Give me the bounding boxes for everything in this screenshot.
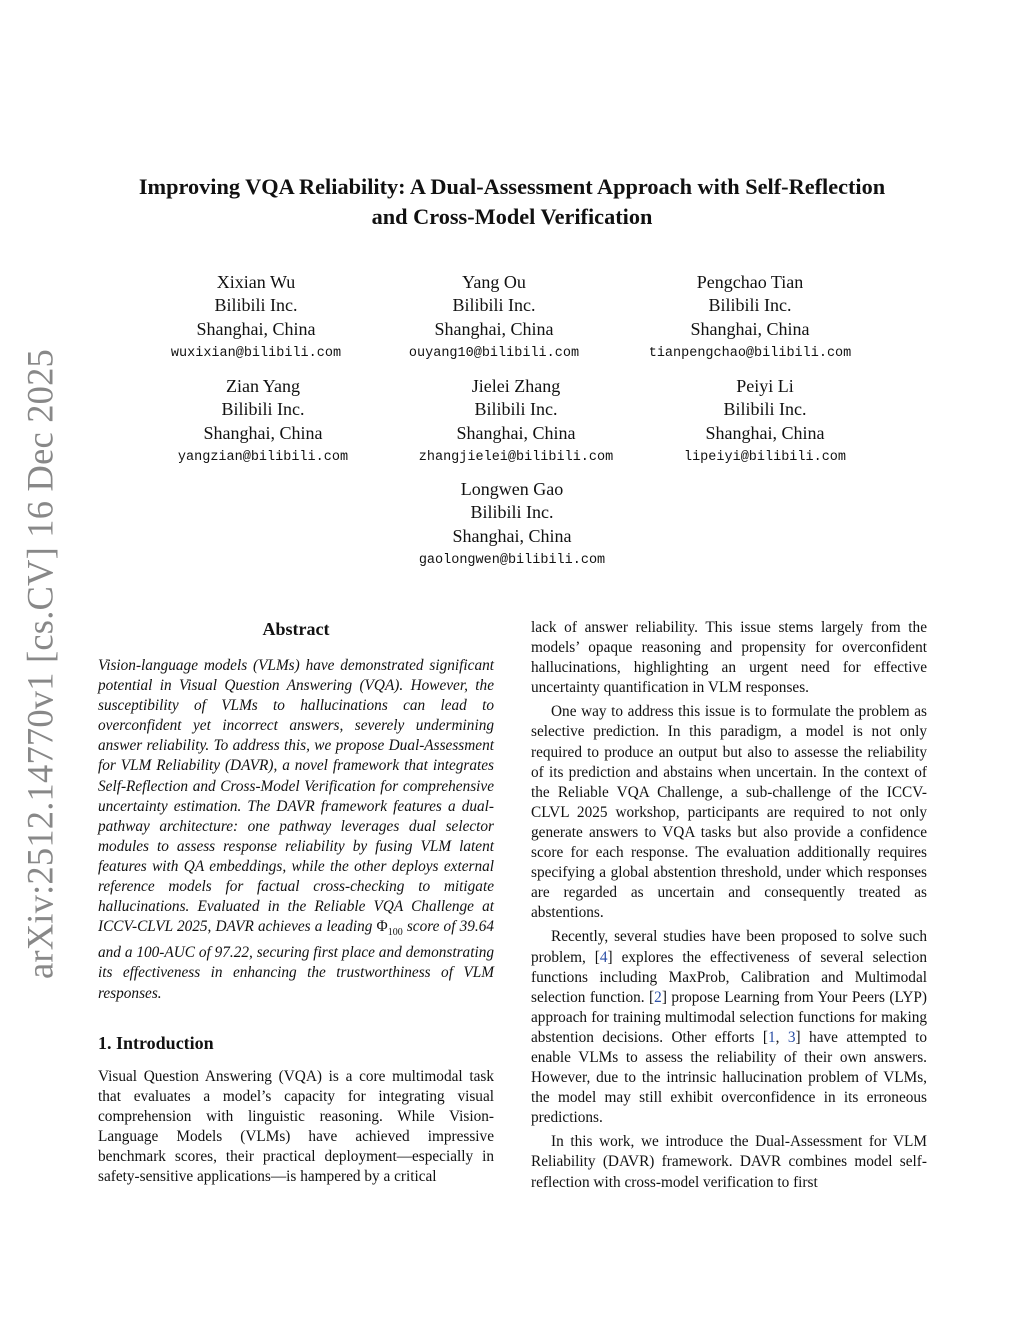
author-email: wuxixian@bilibili.com [170,345,342,361]
paper-title [90,172,934,232]
author-location: Shanghai, China [705,422,825,443]
paper-title-line-2: and Cross-Model Verification [371,204,653,229]
p3-text-c: ] propose Learning from Your Peers (LYP) approach for training multimodal selection functions for making abstention decisions. Other efforts [ [531,988,927,1046]
abstract-text-part-2: score of 39.64 and a 100-AUC of 97.22, securing first place and demonstrating its effectiveness in enhancing the trustworthiness of VLM responses. [98,918,494,1002]
author-block [392,478,632,571]
citation-link-3[interactable]: 3 [787,1028,796,1046]
author-name: Xixian Wu [216,272,296,292]
author-affiliation: Bilibili Inc. [214,295,298,316]
author-location: Shanghai, China [203,422,323,443]
section-heading-introduction: 1. Introduction [98,1032,214,1053]
author-email: zhangjielei@bilibili.com [418,449,614,465]
intro-paragraph-1: Visual Question Answering (VQA) is a core multimodal task that evaluates a model’s capacity for integrating visual comprehension with linguistic reasoning. While Vision-Language Models (VLMs) have achieved impressive benchmark scores, their practical deployment—especially in safety-sensitive applications—is hampered by a critical [98,1067,494,1186]
intro-paragraph-4: In this work, we introduce the Dual-Assessment for VLM Reliability (DAVR) framework. DAVR combines model self-reflection with cross-model verification to first [531,1133,927,1191]
author-email: gaolongwen@bilibili.com [418,552,606,568]
author-location: Shanghai, China [456,422,576,443]
paper-title-line-1: Improving VQA Reliability: A Dual-Assessment Approach with Self-Reflection [138,174,886,199]
author-email: tianpengchao@bilibili.com [648,345,852,361]
author-name: Yang Ou [462,272,526,292]
left-column [98,618,494,1187]
abstract-heading: Abstract [262,619,330,639]
author-email: yangzian@bilibili.com [177,449,349,465]
p3-separator: , [775,1028,788,1046]
author-block [665,375,865,468]
author-affiliation: Bilibili Inc. [452,295,536,316]
intro-paragraph-3 [531,927,927,1128]
author-affiliation: Bilibili Inc. [708,295,792,316]
author-block [396,375,636,468]
author-affiliation: Bilibili Inc. [474,399,558,420]
citation-link-1[interactable]: 1 [767,1028,776,1046]
author-name: Jielei Zhang [471,376,561,396]
citation-link-2[interactable]: 2 [654,988,662,1006]
author-block [630,271,870,364]
author-name: Longwen Gao [460,479,564,499]
author-name: Pengchao Tian [696,272,804,292]
author-affiliation: Bilibili Inc. [221,399,305,420]
author-name: Peiyi Li [736,376,794,396]
intro-paragraph-2: One way to address this issue is to formulate the problem as selective prediction. In this paradigm, a model is not only required to produce an output but also to assesse the reliability of its prediction and abstains when uncertain. In the context of the Reliable VQA Challenge, a sub-challenge of the ICCV-CLVL 2025 workshop, participants are required to not only generate answers to VQA tasks but also provide a confidence score for each response. The evaluation additionally requires specifying a global abstention threshold, under which responses are regarded as uncertain and consequently treated as abstentions. [531,703,927,922]
author-email: ouyang10@bilibili.com [408,345,580,361]
phi-symbol: Φ [376,918,388,936]
author-affiliation: Bilibili Inc. [723,399,807,420]
arxiv-identifier: arXiv:2512.14770v1 [cs.CV] 16 Dec 2025 [19,348,61,980]
phi-subscript: 100 [387,927,403,939]
p3-text-d: ] have attempted to enable VLMs to assess the reliability of their own answers. However, due to the intrinsic hallucination problem of VLMs, the model may still exhibit overconfidence in its erroneous predictions. [531,1028,927,1127]
author-affiliation: Bilibili Inc. [470,502,554,523]
author-name: Zian Yang [225,376,300,396]
author-email: lipeiyi@bilibili.com [683,449,847,465]
abstract-text-part-1: Vision-language models (VLMs) have demonstrated significant potential in Visual Question Answering (VQA). However, the susceptibility of VLMs to hallucinations can lead to overconfident yet incorrect answers, severely undermining answer reliability. To address this, we propose Dual-Assessment for VLM Reliability (DAVR), a novel framework that integrates Self-Reflection and Cross-Model Verification for comprehensive uncertainty estimation. The DAVR framework features a dual-pathway architecture: one pathway leverages dual selector modules to assess response reliability by fusing VLM latent features with QA embeddings, while the other deploys external reference models for factual cross-checking to mitigate hallucinations. Evaluated in the Reliable VQA Challenge at ICCV-CLVL 2025, DAVR achieves a leading [98,657,494,936]
author-location: Shanghai, China [434,318,554,339]
arxiv-sidebar-stamp [10,348,70,980]
author-block [384,271,604,364]
p3-text-b: ] explores the effectiveness of several selection functions including MaxProb, Calibration and Multimodal selection function. [ [531,948,927,1006]
author-block [156,271,356,364]
author-location: Shanghai, China [196,318,316,339]
abstract-text [98,656,494,1004]
citation-link-4[interactable]: 4 [599,948,608,966]
right-column [531,618,927,1193]
p3-text-a: Recently, several studies have been proposed to solve such problem, [ [531,928,927,966]
intro-paragraph-1-continued: lack of answer reliability. This issue stems largely from the models’ opaque reasoning and propensity for overconfident hallucinations, highlighting an urgent need for effective uncertainty quantification in VLM responses. [531,619,927,697]
author-location: Shanghai, China [452,525,572,546]
author-location: Shanghai, China [690,318,810,339]
author-block [163,375,363,468]
